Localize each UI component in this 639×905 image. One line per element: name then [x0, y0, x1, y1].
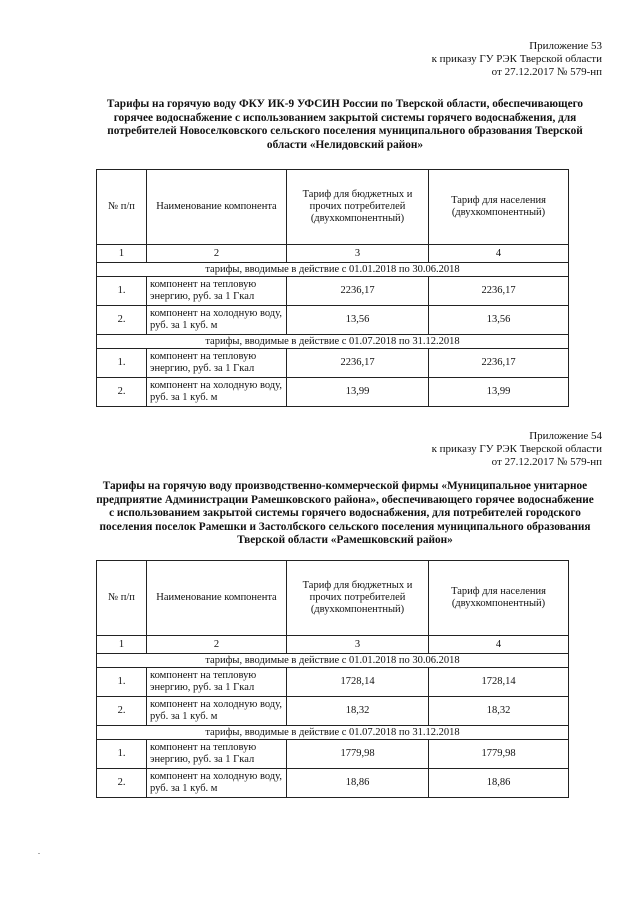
component-name: компонент на холодную воду, руб. за 1 куб. м — [147, 769, 287, 798]
column-number: 3 — [287, 245, 429, 263]
row-number: 2. — [97, 769, 147, 798]
period-row — [97, 726, 569, 740]
column-number: 1 — [97, 245, 147, 263]
row-number: 1. — [97, 668, 147, 697]
attachment-number: Приложение 53 — [529, 40, 602, 52]
population-tariff-value: 2236,17 — [429, 349, 569, 378]
table-row — [97, 769, 569, 798]
period-label: тарифы, вводимые в действие с 01.07.2018 по 31.12.2018 — [97, 335, 569, 349]
table-header-row — [97, 561, 569, 636]
table-row — [97, 668, 569, 697]
period-row — [97, 335, 569, 349]
tariff-table — [96, 169, 569, 407]
row-number: 2. — [97, 697, 147, 726]
table-row — [97, 277, 569, 306]
row-number: 2. — [97, 306, 147, 335]
population-tariff-value: 13,99 — [429, 378, 569, 407]
budget-tariff-value: 1728,14 — [287, 668, 429, 697]
table-header-row — [97, 170, 569, 245]
table-row — [97, 349, 569, 378]
budget-tariff-value: 2236,17 — [287, 277, 429, 306]
attachment-order: к приказу ГУ РЭК Тверской области — [431, 53, 602, 65]
component-name: компонент на холодную воду, руб. за 1 куб. м — [147, 697, 287, 726]
population-tariff-value: 1779,98 — [429, 740, 569, 769]
budget-tariff-value: 13,56 — [287, 306, 429, 335]
budget-tariff-value: 13,99 — [287, 378, 429, 407]
budget-tariff-value: 2236,17 — [287, 349, 429, 378]
row-number: 2. — [97, 378, 147, 407]
document-title: Тарифы на горячую воду производственно-коммерческой фирмы «Муниципальное унитарное предприятие Администрации Рамешковского района», обеспечивающего горячее водоснабжение с использованием закрытой системы горячего водоснабжения, для потребителей городского поселения поселок Рамешки и Застолбского сельского поселения муниципального образования Тверской области «Рамешковский район» — [96, 480, 594, 546]
row-number: 1. — [97, 740, 147, 769]
budget-tariff-value: 18,32 — [287, 697, 429, 726]
column-number-row — [97, 245, 569, 263]
table-row — [97, 697, 569, 726]
period-label: тарифы, вводимые в действие с 01.07.2018 по 31.12.2018 — [97, 726, 569, 740]
column-number: 4 — [429, 636, 569, 654]
population-tariff-value: 13,56 — [429, 306, 569, 335]
period-row — [97, 654, 569, 668]
component-name: компонент на тепловую энергию, руб. за 1 Гкал — [147, 349, 287, 378]
component-name: компонент на холодную воду, руб. за 1 куб. м — [147, 306, 287, 335]
population-tariff-value: 2236,17 — [429, 277, 569, 306]
table-row — [97, 740, 569, 769]
header-population-tariff: Тариф для населения (двухкомпонентный) — [429, 561, 569, 636]
column-number: 4 — [429, 245, 569, 263]
period-label: тарифы, вводимые в действие с 01.01.2018 по 30.06.2018 — [97, 654, 569, 668]
population-tariff-value: 18,32 — [429, 697, 569, 726]
header-population-tariff: Тариф для населения (двухкомпонентный) — [429, 170, 569, 245]
header-number: № п/п — [97, 561, 147, 636]
document-title: Тарифы на горячую воду ФКУ ИК-9 УФСИН России по Тверской области, обеспечивающего горячее водоснабжение с использованием закрытой системы горячего водоснабжения, для потребителей Новоселковского сельского поселения муниципального образования Тверской области «Нелидовский район» — [106, 98, 584, 151]
attachment-date: от 27.12.2017 № 579-нп — [491, 456, 602, 468]
component-name: компонент на холодную воду, руб. за 1 куб. м — [147, 378, 287, 407]
attachment-date: от 27.12.2017 № 579-нп — [491, 66, 602, 78]
column-number-row — [97, 636, 569, 654]
period-label: тарифы, вводимые в действие с 01.01.2018 по 30.06.2018 — [97, 263, 569, 277]
population-tariff-value: 1728,14 — [429, 668, 569, 697]
attachment-order: к приказу ГУ РЭК Тверской области — [431, 443, 602, 455]
population-tariff-value: 18,86 — [429, 769, 569, 798]
header-budget-tariff: Тариф для бюджетных и прочих потребителей (двухкомпонентный) — [287, 561, 429, 636]
table-row — [97, 306, 569, 335]
component-name: компонент на тепловую энергию, руб. за 1 Гкал — [147, 668, 287, 697]
row-number: 1. — [97, 349, 147, 378]
column-number: 3 — [287, 636, 429, 654]
attachment-number: Приложение 54 — [529, 430, 602, 442]
attachment-note — [342, 40, 602, 79]
column-number: 1 — [97, 636, 147, 654]
budget-tariff-value: 1779,98 — [287, 740, 429, 769]
column-number: 2 — [147, 636, 287, 654]
header-number: № п/п — [97, 170, 147, 245]
table-row — [97, 378, 569, 407]
budget-tariff-value: 18,86 — [287, 769, 429, 798]
component-name: компонент на тепловую энергию, руб. за 1 Гкал — [147, 740, 287, 769]
column-number: 2 — [147, 245, 287, 263]
period-row — [97, 263, 569, 277]
tariff-table — [96, 560, 569, 798]
component-name: компонент на тепловую энергию, руб. за 1 Гкал — [147, 277, 287, 306]
attachment-note — [342, 430, 602, 469]
header-component: Наименование компонента — [147, 170, 287, 245]
row-number: 1. — [97, 277, 147, 306]
scan-speck — [38, 853, 40, 854]
header-component: Наименование компонента — [147, 561, 287, 636]
header-budget-tariff: Тариф для бюджетных и прочих потребителей (двухкомпонентный) — [287, 170, 429, 245]
